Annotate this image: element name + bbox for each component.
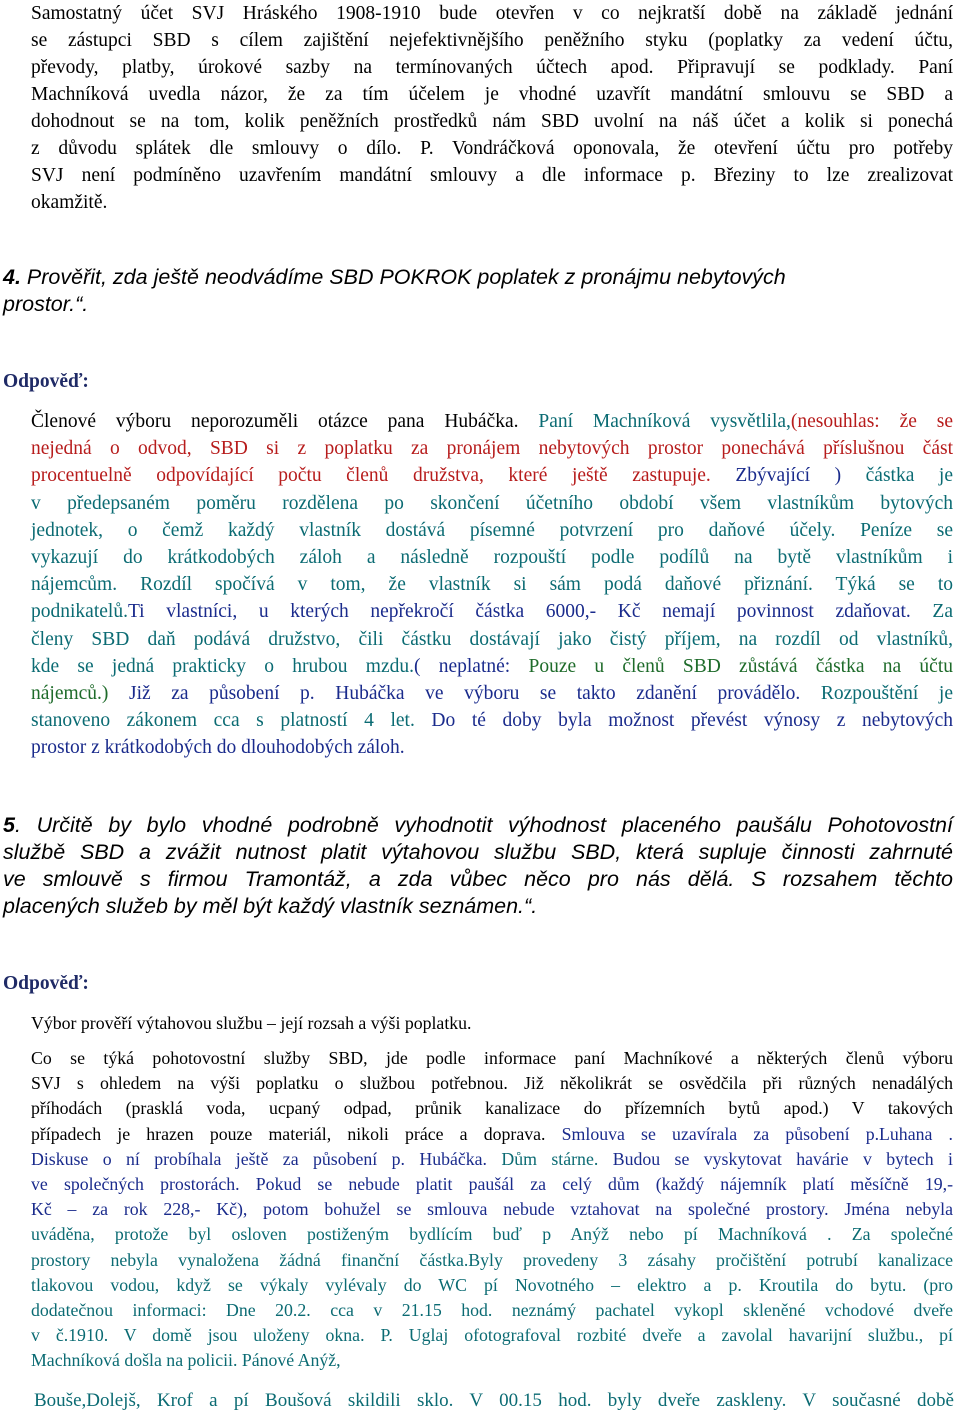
item-text: Prověřit, zda ještě neodvádíme SBD POKROK poplatek z pronájmu nebytových <box>20 265 786 289</box>
answer-label: Odpověď: <box>3 973 89 994</box>
text-span: částka je <box>865 465 954 487</box>
text-line: se zástupci SBD s cílem zajištění nejefektivnějšího peněžního styku (poplatky za vedení účtu, <box>31 30 953 51</box>
text-line: dohodnout se na tom, kolik peněžních prostředků nám SBD uvolní na náš účet a kolik si ponechá <box>31 111 953 132</box>
text-span: Do té doby byla možnost převést výnosy z nebytových <box>414 710 953 732</box>
text-line: Samostatný účet SVJ Hráského 1908-1910 bude otevřen v co nejkratší době na základě jednání <box>31 3 953 24</box>
text-span: Pouze u členů SBD zůstává částka na účtu <box>528 655 953 677</box>
text-span: Paní Machníková vysvětlila, <box>538 411 791 432</box>
text-span: kde se jedná prakticky o hrubou mzdu. <box>31 655 414 677</box>
text-line: nájemcům. Rozdíl spočívá v tom, že vlastník si sám podá daňové přiznání. Týká se to <box>31 574 953 596</box>
text-span: Dům stárne. <box>487 1148 599 1169</box>
text-line: vykazují do krátkodobých záloh a následně rozpouští podle podílů na bytě vlastníkům i <box>31 547 953 569</box>
text-span: Rozpouštění je <box>820 683 953 705</box>
item-text: ve smlouvě s firmou Tramontáž, a zda vůbec něco pro nás dělá. S rozsahem těchto <box>3 867 953 891</box>
text-line: jednotek, o čemž každý vlastník dostává písemné potvrzení pro daňové účely. Peníze se <box>31 519 953 541</box>
text-span: podnikatelů. <box>31 601 128 623</box>
text-span: případech je hrazen pouze materiál, nikoli práce a doprava. <box>31 1123 562 1144</box>
text-line: v č.1910. V domě jsou uloženy okna. P. Uglaj ofotografoval rozbité dveře a zavolal havarijní službu., pí <box>31 1325 953 1346</box>
paragraph-emergency-service <box>31 1046 953 1374</box>
paragraph-lift-service: Výbor prověří výtahovou službu – její rozsah a výši poplatku. <box>31 1013 472 1033</box>
text-span: Budou se vyskytovat havárie v bytech i <box>598 1148 953 1169</box>
text-line: Co se týká pohotovostní služby SBD, jde podle informace paní Machníkové a některých členů výboru <box>31 1048 953 1068</box>
text-span: Diskuse o ní probíhala ještě za působení p. Hubáčka. <box>31 1148 487 1169</box>
text-line: členy SBD daň podává družstvo, čili částku dostávají jako čistý příjem, na rozdíl od vlastníků, <box>31 628 953 650</box>
text-line: prostory nebyla vynaložena žádná finanční částka.Byly provedeny 3 zásahy pročištění potrubí kanalizace <box>31 1249 953 1270</box>
paragraph-account <box>31 0 953 216</box>
text-span: Členové výboru neporozuměli otázce pana Hubáčka. <box>31 411 539 432</box>
item-text: . Určitě by bylo vhodné podrobně vyhodnotit výhodnost placeného paušálu Pohotovostní <box>14 813 953 837</box>
text-line: dodatečnou informaci: Dne 20.2. cca v 21.15 hod. neznámý pachatel vykopl skleněné vchodové dveře <box>31 1300 953 1321</box>
text-span: Ti vlastníci, u kterých nepřekročí částka 6000,- Kč nemají povinnost zdaňovat. <box>127 601 933 623</box>
text-span: stanoveno zákonem cca s platností 4 let. <box>31 710 415 732</box>
answer-label: Odpověď: <box>3 371 89 392</box>
text-line: z důvodu splátek dle smlouvy o dílo. P. Vondráčková oponovala, že otevření účtu pro potřeby <box>31 138 953 159</box>
item-text: placených služeb by měl být každý vlastník seznámen.“. <box>3 894 538 918</box>
text-span: Zbývající ) <box>710 465 866 487</box>
text-line: nejedná o odvod, SBD si z poplatku za pronájem nebytových prostor ponechává příslušnou část <box>31 438 953 460</box>
text-span: (nesouhlas: že se <box>790 411 953 432</box>
item-number: 5 <box>3 813 15 837</box>
text-span: Již za působení p. Hubáčka ve výboru se takto zdanění provádělo. <box>108 683 821 705</box>
item-5-heading <box>3 812 953 920</box>
text-line: SVJ není podmíněno uzavřením mandátní smlouvy a dle informace p. Březiny to lze zrealizovat <box>31 165 953 186</box>
text-span: ve společných prostorách. <box>31 1174 240 1195</box>
paragraph-answer-4 <box>31 408 953 762</box>
text-line: prostor z krátkodobých do dlouhodobých záloh. <box>31 737 405 759</box>
text-span: procentuelně odpovídající počtu členů družstva, které ještě zastupuje. <box>31 465 711 487</box>
text-line: uváděna, protože byl osloven postiženým bydlícím buď p Anýž nebo pí Machníková . Za společné <box>31 1224 953 1245</box>
text-span: Pokud se nebude platit paušál za celý dům (každý nájemník platí měsíčně 19,- <box>239 1174 953 1195</box>
text-line: příhodách (prasklá voda, ucpaný odpad, průnik kanalizace do přízemních bytů apod.) V takových <box>31 1098 953 1119</box>
text-line: tlakovou vodou, když se výkaly vylévaly do WC pí Novotného – elektro a p. Kroutila do bytu. (pro <box>31 1274 953 1295</box>
item-4-heading <box>3 264 953 318</box>
text-line: okamžitě. <box>31 192 108 213</box>
text-line: Kč – za rok 228,- Kč), potom bohužel se smlouva nebude vztahovat na společné prostory. Jména nebyla <box>31 1199 953 1220</box>
text-line: Machníková došla na policii. Pánové Anýž, <box>31 1350 341 1371</box>
text-span: Smlouva se uzavírala za působení p.Luhana . <box>561 1123 953 1144</box>
text-span: nájemců.) <box>31 683 109 705</box>
text-line: převody, platby, úrokové sazby na termínovaných účtech apod. Připravují se podklady. Paní <box>31 57 953 78</box>
item-number: 4. <box>3 265 21 289</box>
item-text: službě SBD a zvážit nutnost platit výtahovou službu SBD, která supluje činnosti zahrnuté <box>3 840 953 864</box>
text-line: SVJ s ohledem na výši poplatku o službou potřebnou. Již několikrát se osvědčila při různých nenadálých <box>31 1073 953 1094</box>
paragraph-continuation: Bouše,Dolejš, Krof a pí Boušová skildili sklo. V 00.15 hod. byly dveře zaskleny. V současné době <box>34 1390 954 1411</box>
text-line: v předepsaném poměru rozdělena po skončení účetního období všem vlastníkům bytových <box>31 492 953 514</box>
text-line: Machníková uvedla názor, že za tím účelem je vhodné uzavřít mandátní smlouvu se SBD a <box>31 84 953 105</box>
text-span: Za <box>932 601 953 623</box>
text-span: ( neplatné: <box>413 655 529 677</box>
item-text: prostor.“. <box>3 292 89 316</box>
